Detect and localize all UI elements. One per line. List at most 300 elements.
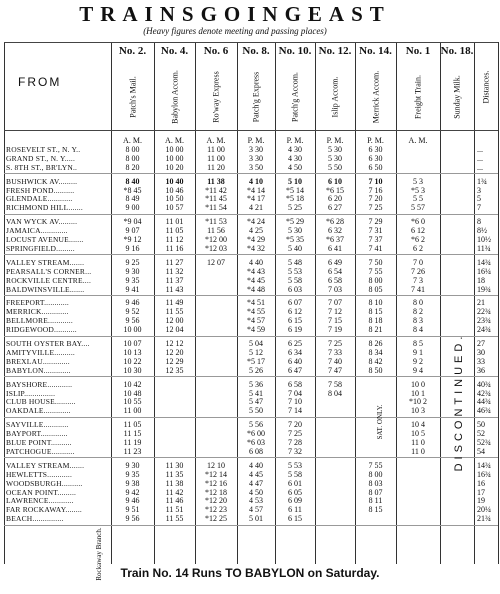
- time-cell: 12 10: [207, 460, 225, 470]
- time-cell: 7 32: [288, 446, 302, 456]
- time-cell: 6 10: [328, 176, 342, 186]
- train-number: No. 18.: [440, 45, 474, 57]
- time-cell: 3 30: [249, 144, 263, 154]
- time-cell: 4 40: [249, 257, 263, 267]
- time-cell: 11 27: [165, 257, 184, 267]
- time-cell: *6 2: [411, 235, 425, 244]
- time-cell: 7 12: [328, 307, 342, 317]
- time-cell: *12 16: [205, 478, 227, 488]
- time-cell: *5 18: [286, 194, 304, 204]
- time-cell: *8 45: [123, 185, 142, 195]
- train-number: No. 6: [203, 45, 229, 57]
- time-cell: 8 11: [368, 496, 383, 506]
- time-cell: 7 58: [328, 379, 342, 389]
- time-cell: *6 15: [326, 185, 344, 195]
- distance-cell: 44¾: [477, 397, 491, 407]
- distance-cell: 1¾: [477, 176, 487, 186]
- time-cell: 8 50: [368, 365, 383, 375]
- distance-cell: 21¾: [477, 514, 491, 524]
- time-cell: 10 46: [165, 185, 184, 195]
- time-cell: *6 28: [326, 217, 344, 227]
- time-cell: 11 23: [123, 446, 142, 456]
- distance-cell: 52: [477, 429, 485, 439]
- time-cell: *4 43: [247, 266, 265, 276]
- time-cell: 5 56: [249, 420, 263, 430]
- time-cell: P. M.: [247, 136, 265, 145]
- train-number: No. 14.: [359, 45, 392, 57]
- station-name: ISLIP...............: [6, 388, 56, 398]
- time-cell: 8 10: [368, 298, 383, 308]
- time-cell: 10 22: [123, 356, 142, 366]
- time-cell: 7 37: [368, 235, 383, 244]
- time-cell: 5 30: [328, 153, 342, 163]
- time-cell: 7 16: [368, 185, 383, 195]
- distance-cell: 52¾: [477, 438, 491, 447]
- time-cell: 8 18: [368, 316, 383, 326]
- time-cell: 9 30: [125, 266, 140, 276]
- station-name: BEACH...............: [6, 514, 64, 524]
- time-cell: 10 30: [123, 365, 142, 375]
- train-number: No. 4.: [160, 45, 189, 57]
- footer-note: Train No. 14 Runs TO BABYLON on Saturday.: [120, 566, 380, 580]
- time-cell: *12 20: [205, 496, 227, 506]
- time-cell: 7 25: [288, 429, 302, 439]
- train-number: No. 12.: [318, 45, 352, 57]
- train-description: [315, 62, 355, 132]
- time-cell: *12 25: [205, 514, 227, 524]
- distance-cell: 36: [477, 365, 485, 375]
- time-cell: 8 21: [368, 325, 383, 335]
- station-name: AMITYVILLE..........: [6, 347, 75, 357]
- time-cell: 5 30: [288, 226, 302, 236]
- time-cell: 5 40: [288, 243, 302, 253]
- distance-cell: 19¾: [477, 284, 491, 294]
- time-cell: 7 55: [368, 266, 383, 276]
- train-description-text: Ro'way Express: [211, 71, 221, 123]
- time-cell: *4 51: [247, 298, 265, 308]
- time-cell: 7 40: [328, 356, 342, 366]
- station-name: SOUTH OYSTER BAY....: [6, 339, 90, 348]
- time-cell: 11 16: [165, 243, 184, 253]
- distance-cell: 3: [477, 185, 481, 195]
- time-cell: *5 35: [286, 235, 304, 244]
- time-cell: 12 04: [165, 325, 184, 335]
- time-cell: 10 5: [411, 429, 425, 439]
- time-cell: 5 3: [413, 176, 423, 186]
- time-cell: 6 2: [413, 243, 423, 253]
- time-cell: *11 53: [205, 217, 227, 227]
- time-cell: 9 00: [125, 203, 140, 213]
- station-name: FRESH POND..........: [6, 185, 75, 195]
- time-cell: 6 30: [368, 144, 383, 154]
- distance-cell: 21: [477, 298, 485, 308]
- time-cell: 9 30: [125, 460, 140, 470]
- time-cell: 10 48: [123, 388, 142, 398]
- time-cell: 7 25: [368, 203, 383, 213]
- distance-cell: 16¼: [477, 266, 491, 276]
- time-cell: 6 32: [328, 226, 342, 236]
- train-number: No. 1: [405, 45, 431, 57]
- time-cell: 10 20: [165, 162, 184, 172]
- time-cell: 7 25: [328, 339, 342, 348]
- time-cell: 6 58: [328, 275, 342, 285]
- time-cell: A. M.: [165, 136, 184, 145]
- time-cell: 12 07: [207, 257, 225, 267]
- time-cell: 10 0: [411, 379, 425, 389]
- station-name: VALLEY STREAM.......: [6, 257, 85, 267]
- time-cell: 6 20: [328, 194, 342, 204]
- group-separator: [4, 525, 498, 526]
- time-cell: 8 15: [368, 307, 383, 317]
- time-cell: P. M.: [286, 136, 304, 145]
- time-cell: 6 27: [328, 203, 342, 213]
- station-name: LOCUST AVENUE.......: [6, 235, 84, 244]
- column-rule: [4, 42, 5, 564]
- time-cell: 4 21: [249, 203, 263, 213]
- station-name: ROCKVILLE CENTRE....: [6, 275, 92, 285]
- time-cell: 9 35: [125, 469, 140, 479]
- time-cell: *11 42: [205, 185, 227, 195]
- time-cell: 10 07: [123, 339, 142, 348]
- time-cell: 6 08: [249, 446, 263, 456]
- group-separator: [4, 376, 498, 377]
- time-cell: *9 12: [123, 235, 142, 244]
- time-cell: 11 0: [411, 446, 425, 456]
- time-cell: 11 19: [123, 438, 142, 447]
- time-cell: 4 50: [288, 162, 302, 172]
- time-cell: 5 25: [288, 203, 302, 213]
- time-cell: 8 00: [125, 144, 140, 154]
- time-cell: 7 41: [368, 243, 383, 253]
- time-cell: 9 2: [413, 356, 423, 366]
- time-cell: *5 17: [247, 356, 265, 366]
- group-separator: [4, 295, 498, 296]
- time-cell: 10 4: [411, 420, 425, 430]
- time-cell: 6 41: [328, 243, 342, 253]
- train-description: [356, 62, 396, 132]
- time-cell: 8 05: [368, 284, 383, 294]
- time-cell: 11 05: [123, 420, 142, 430]
- time-cell: 12 12: [165, 339, 184, 348]
- train-description-text: Patch'g Express: [251, 71, 261, 123]
- distance-cell: 23¾: [477, 316, 491, 326]
- distance-cell: 22¾: [477, 307, 491, 317]
- time-cell: 6 03: [288, 284, 302, 294]
- distances-header-label: Distances.: [481, 70, 491, 104]
- train-description: [275, 62, 315, 132]
- time-cell: 11 35: [165, 469, 184, 479]
- time-cell: 6 11: [288, 505, 302, 515]
- time-cell: 5 36: [249, 379, 263, 389]
- time-cell: 11 00: [207, 144, 225, 154]
- time-cell: 10 00: [123, 325, 142, 335]
- time-cell: 5 30: [328, 144, 342, 154]
- time-cell: 7 20: [288, 420, 302, 430]
- time-cell: 4 50: [249, 487, 263, 497]
- time-cell: 4 57: [249, 505, 263, 515]
- station-name: BALDWINSVILLE.......: [6, 284, 85, 294]
- station-name: BAYSHORE............: [6, 379, 73, 389]
- station-name: BELLMORE............: [6, 316, 73, 326]
- time-cell: 9 35: [125, 275, 140, 285]
- distance-cell: 7: [477, 203, 481, 213]
- time-cell: 5 50: [328, 162, 342, 172]
- time-cell: 8 00: [368, 275, 383, 285]
- train-description-text: Islip Accom.: [330, 76, 340, 118]
- rockaway-branch-label: Rockaway Branch.: [95, 527, 103, 581]
- station-name: PEARSALL'S CORNER...: [6, 266, 92, 276]
- time-cell: 8 0: [413, 298, 423, 308]
- time-cell: 3 30: [249, 153, 263, 163]
- time-cell: 7 26: [411, 266, 425, 276]
- time-cell: *5 14: [286, 185, 304, 195]
- time-cell: 7 28: [288, 438, 302, 447]
- time-cell: 9 51: [125, 505, 140, 515]
- time-cell: 9 52: [125, 307, 140, 317]
- time-cell: 8 00: [125, 153, 140, 163]
- station-name: GLENDALE............: [6, 194, 73, 204]
- distance-cell: 11¾: [477, 243, 491, 253]
- train-description-text: Freight Train.: [413, 75, 423, 120]
- time-cell: 10 1: [411, 388, 425, 398]
- time-cell: 6 15: [288, 316, 302, 326]
- time-cell: 9 16: [125, 243, 140, 253]
- time-cell: 7 3: [413, 275, 423, 285]
- time-cell: *4 48: [247, 284, 265, 294]
- time-cell: 11 00: [207, 153, 225, 163]
- time-cell: 10 40: [165, 176, 184, 186]
- station-name: ROSEVELT ST., N. Y..: [6, 144, 81, 154]
- time-cell: 6 07: [288, 298, 302, 308]
- distance-cell: 20¼: [477, 505, 491, 515]
- station-name: CLUB HOUSE..........: [6, 397, 76, 407]
- distance-cell: 40¾: [477, 379, 491, 389]
- time-cell: 5 01: [249, 514, 263, 524]
- distance-cell: 42¾: [477, 388, 491, 398]
- time-cell: 5 5: [413, 194, 423, 204]
- time-cell: 10 3: [411, 406, 425, 416]
- time-cell: 11 0: [411, 438, 425, 447]
- time-cell: 7 55: [368, 460, 383, 470]
- discontinued-note: [445, 282, 473, 522]
- time-cell: 8 26: [368, 339, 383, 348]
- time-cell: 6 01: [288, 478, 302, 488]
- time-cell: 6 25: [288, 339, 302, 348]
- distance-cell: 16: [477, 478, 485, 488]
- timetable-subtitle: (Heavy figures denote meeting and passing places): [143, 26, 327, 36]
- sat-only-label: SAT. ONLY.: [376, 404, 384, 440]
- time-cell: 7 33: [328, 347, 342, 357]
- station-name: SAYVILLE............: [6, 420, 69, 430]
- group-separator: [4, 173, 498, 174]
- rockaway-branch-note: [92, 514, 106, 594]
- distance-cell: 17: [477, 487, 485, 497]
- time-cell: 5 41: [249, 388, 263, 398]
- time-cell: 8 2: [413, 307, 423, 317]
- time-cell: 11 37: [165, 275, 184, 285]
- time-cell: 12 20: [165, 347, 184, 357]
- train-number: No. 8.: [242, 45, 270, 57]
- group-separator: [4, 214, 498, 215]
- train-description: [113, 62, 153, 132]
- time-cell: *4 59: [247, 325, 265, 335]
- train-description-text: Patch'g Accom.: [290, 72, 300, 122]
- distance-cell: ...: [477, 144, 483, 154]
- time-cell: 6 15: [288, 514, 302, 524]
- time-cell: *11 54: [205, 203, 227, 213]
- time-cell: 12 00: [165, 316, 184, 326]
- distance-cell: 30: [477, 347, 485, 357]
- sat-only-note: [374, 377, 386, 467]
- time-cell: *6 37: [326, 235, 344, 244]
- time-cell: 7 19: [328, 325, 342, 335]
- distance-cell: 8: [477, 217, 481, 227]
- time-cell: 6 50: [368, 162, 383, 172]
- time-cell: 11 49: [165, 298, 184, 308]
- time-cell: 4 30: [288, 153, 302, 163]
- station-name: BUSHWICK AV.........: [6, 176, 78, 186]
- time-cell: 9 42: [125, 487, 140, 497]
- station-name: OAKDALE.............: [6, 406, 71, 416]
- time-cell: 12 29: [165, 356, 184, 366]
- time-cell: *6 03: [247, 438, 265, 447]
- time-cell: 6 40: [288, 356, 302, 366]
- distance-cell: 19: [477, 496, 485, 506]
- distance-cell: 46¾: [477, 406, 491, 416]
- time-cell: 7 29: [368, 217, 383, 227]
- time-cell: P. M.: [326, 136, 344, 145]
- time-cell: 6 12: [411, 226, 425, 236]
- time-cell: 11 42: [165, 487, 184, 497]
- time-cell: 9 41: [125, 284, 140, 294]
- time-cell: 9 56: [125, 514, 140, 524]
- time-cell: 9 46: [125, 298, 140, 308]
- time-cell: 8 04: [328, 388, 342, 398]
- time-cell: 11 00: [123, 406, 142, 416]
- time-cell: 5 58: [288, 469, 302, 479]
- time-cell: 7 14: [288, 406, 302, 416]
- station-name: RICHMOND HILL.......: [6, 203, 83, 213]
- time-cell: 11 05: [165, 226, 184, 236]
- train-number: No. 2.: [118, 45, 147, 57]
- train-description-text: Merrick Accom.: [371, 70, 380, 124]
- time-cell: 11 55: [165, 307, 184, 317]
- time-cell: 10 00: [165, 153, 184, 163]
- time-cell: 7 04: [288, 388, 302, 398]
- station-name: SPRINGFIELD.........: [6, 243, 75, 253]
- time-cell: 7 47: [328, 365, 342, 375]
- time-cell: 4 30: [288, 144, 302, 154]
- time-cell: 11 46: [165, 496, 184, 506]
- time-cell: 7 03: [328, 284, 342, 294]
- time-cell: 8 49: [125, 194, 140, 204]
- time-cell: 8 42: [368, 356, 383, 366]
- time-cell: 5 12: [249, 347, 263, 357]
- time-cell: 6 34: [288, 347, 302, 357]
- station-name: VALLEY STREAM.......: [6, 460, 85, 470]
- time-cell: 6 12: [288, 307, 302, 317]
- time-cell: 11 38: [165, 478, 184, 488]
- train-description-text: Sunday Milk.: [452, 75, 462, 119]
- station-name: BABYLON.............: [6, 365, 71, 375]
- train-description: [437, 62, 477, 132]
- time-cell: 4 47: [249, 478, 263, 488]
- time-cell: 4 45: [249, 469, 263, 479]
- time-cell: 12 35: [165, 365, 184, 375]
- header-top-rule: [4, 42, 498, 43]
- time-cell: 6 49: [328, 257, 342, 267]
- time-cell: 6 19: [288, 325, 302, 335]
- time-cell: 7 10: [288, 397, 302, 407]
- time-cell: 8 3: [413, 316, 423, 326]
- time-cell: 4 25: [249, 226, 263, 236]
- time-cell: 9 38: [125, 478, 140, 488]
- train-number: No. 10.: [278, 45, 312, 57]
- time-cell: 8 5: [413, 339, 423, 348]
- distance-cell: 5: [477, 194, 481, 204]
- time-cell: 11 38: [207, 176, 225, 186]
- time-cell: *10 2: [409, 397, 427, 407]
- distance-cell: 33: [477, 356, 485, 366]
- distance-cell: ...: [477, 162, 483, 172]
- time-cell: 10 57: [165, 203, 184, 213]
- distance-cell: 50: [477, 420, 485, 430]
- discontinued-label: DISCONTINUED.: [453, 332, 465, 472]
- time-cell: 4 53: [249, 496, 263, 506]
- time-cell: *5 29: [286, 217, 304, 227]
- time-cell: 7 31: [368, 226, 383, 236]
- time-cell: 6 09: [288, 496, 302, 506]
- station-name: VAN WYCK AV.........: [6, 217, 78, 227]
- time-cell: 8 4: [413, 325, 423, 335]
- station-name: OCEAN POINT.........: [6, 487, 77, 497]
- time-cell: 4 40: [249, 460, 263, 470]
- distance-cell: 24¾: [477, 325, 491, 335]
- time-cell: 11 56: [207, 226, 225, 236]
- time-cell: 9 4: [413, 365, 423, 375]
- distance-cell: 8½: [477, 226, 487, 236]
- time-cell: 9 25: [125, 257, 140, 267]
- station-name: GRAND ST., N. Y.....: [6, 153, 76, 163]
- time-cell: 5 50: [249, 406, 263, 416]
- time-cell: 8 34: [368, 347, 383, 357]
- station-name: FREEPORT............: [6, 298, 70, 308]
- time-cell: 10 13: [123, 347, 142, 357]
- time-cell: 8 40: [125, 176, 140, 186]
- time-cell: 5 47: [249, 397, 263, 407]
- time-cell: 11 43: [165, 284, 184, 294]
- time-cell: 5 57: [411, 203, 425, 213]
- time-cell: P. M.: [367, 136, 384, 145]
- time-cell: *12 03: [205, 243, 227, 253]
- time-cell: 10 50: [165, 194, 184, 204]
- station-name: S. 8TH ST., BR'LYN..: [6, 162, 78, 172]
- station-name: WOODSBURGH..........: [6, 478, 83, 488]
- train-description: [196, 62, 236, 132]
- time-cell: 6 47: [288, 365, 302, 375]
- time-cell: 10 55: [123, 397, 142, 407]
- time-cell: *5 3: [411, 185, 425, 195]
- station-name: LAWRENCE............: [6, 496, 74, 506]
- time-cell: 5 58: [288, 275, 302, 285]
- time-cell: A. M.: [206, 136, 226, 145]
- time-cell: 11 01: [165, 217, 184, 227]
- station-name: MERRICK.............: [6, 307, 69, 317]
- group-separator: [4, 417, 498, 418]
- time-cell: 11 12: [165, 235, 184, 244]
- train-description-text: Patch's Mail.: [128, 76, 137, 118]
- time-cell: 9 46: [125, 496, 140, 506]
